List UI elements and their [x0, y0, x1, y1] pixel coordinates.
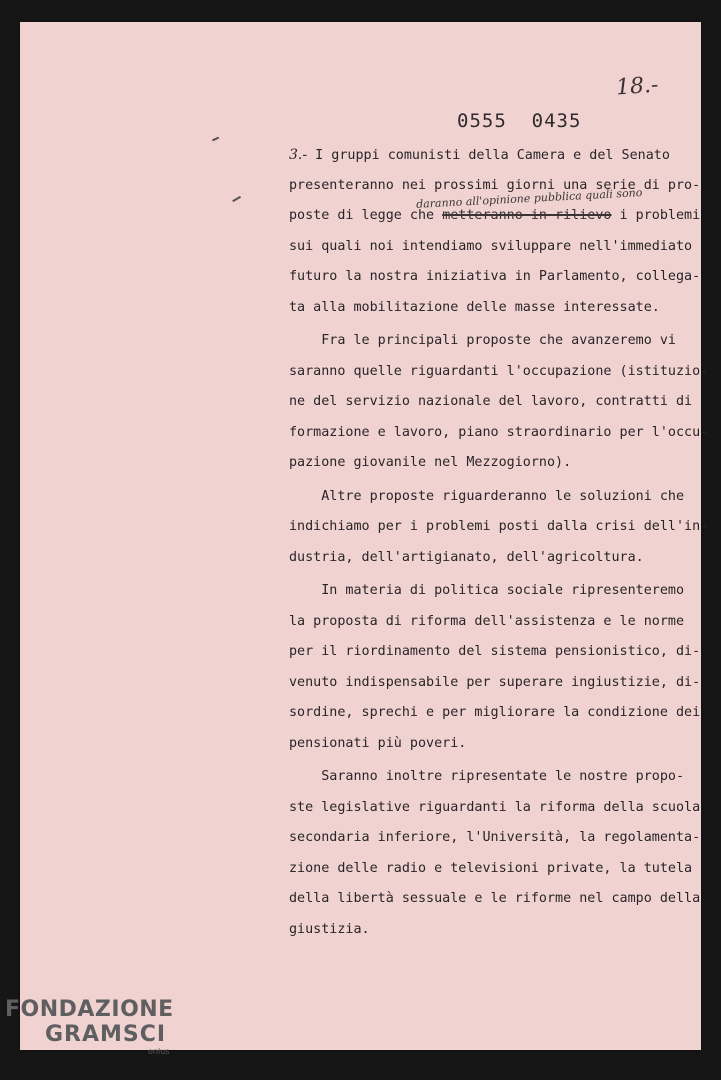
text-line: per il riordinamento del sistema pensionistico, di- — [289, 644, 701, 659]
text-line: della libertà sessuale e le riforme nel campo della — [289, 891, 701, 906]
item-number: 3.- — [289, 147, 308, 163]
margin-mark — [232, 196, 241, 202]
text-line: Saranno inoltre ripresentate le nostre propo- — [289, 769, 685, 784]
document-body — [289, 140, 709, 945]
text-line: futuro la nostra iniziativa in Parlamento, collega- — [289, 269, 701, 284]
text-line: venuto indispensabile per superare ingiustizie, di- — [289, 674, 701, 690]
logo-line-1: FONDAZIONE — [5, 997, 174, 1022]
text-line: In materia di politica sociale ripresenteremo — [289, 583, 685, 598]
text-line: sui quali noi intendiamo sviluppare nell'immediato — [289, 238, 693, 254]
fondazione-gramsci-logo — [5, 997, 174, 1057]
text-line: la proposta di riforma dell'assistenza e le norme — [289, 613, 685, 629]
text-line: formazione e lavoro, piano straordinario per l'occu- — [289, 424, 709, 440]
text-line: secondaria inferiore, l'Università, la regolamenta- — [289, 830, 701, 845]
margin-mark — [212, 137, 219, 141]
text-line: indichiamo per i problemi posti dalla crisi dell'in- — [289, 519, 709, 534]
text-line: dustria, dell'artigianato, dell'agricoltura. — [289, 549, 644, 565]
text-line: giustizia. — [289, 921, 370, 937]
struck-text: metteranno in rilievo — [442, 208, 612, 223]
text-line: zione delle radio e televisioni private, la tutela — [289, 860, 693, 876]
text-line: ta alla mobilitazione delle masse interessate. — [289, 299, 660, 315]
text-line: Fra le principali proposte che avanzeremo vi — [289, 333, 676, 348]
archive-code: 0555 0435 — [457, 110, 582, 132]
text-line: Altre proposte riguarderanno le soluzioni che — [289, 488, 685, 504]
logo-line-2: GRAMSCI — [45, 1022, 167, 1047]
document-page — [20, 22, 709, 1050]
handwritten-page-number: 18.- — [615, 72, 660, 101]
text-line: 3.- I gruppi comunisti della Camera e del Senato — [289, 147, 670, 163]
text-line: poste di legge che metteranno in rilievo i problemi — [289, 208, 701, 223]
text-line: ne del servizio nazionale del lavoro, contratti di — [289, 394, 693, 409]
handwritten-insertion: daranno all'opinione pubblica quali sono — [415, 186, 643, 211]
text-line: presenteranno nei prossimi giorni una serie di pro- — [289, 177, 701, 193]
text-line: pazione giovanile nel Mezzogiorno). — [289, 455, 572, 470]
text-line: sordine, sprechi e per migliorare la condizione dei — [289, 705, 701, 720]
logo-line-3: onlus — [148, 1047, 170, 1056]
text-line: pensionati più poveri. — [289, 735, 467, 751]
text-line: ste legislative riguardanti la riforma della scuola — [289, 799, 701, 815]
text-line: saranno quelle riguardanti l'occupazione (istituzio- — [289, 363, 709, 379]
